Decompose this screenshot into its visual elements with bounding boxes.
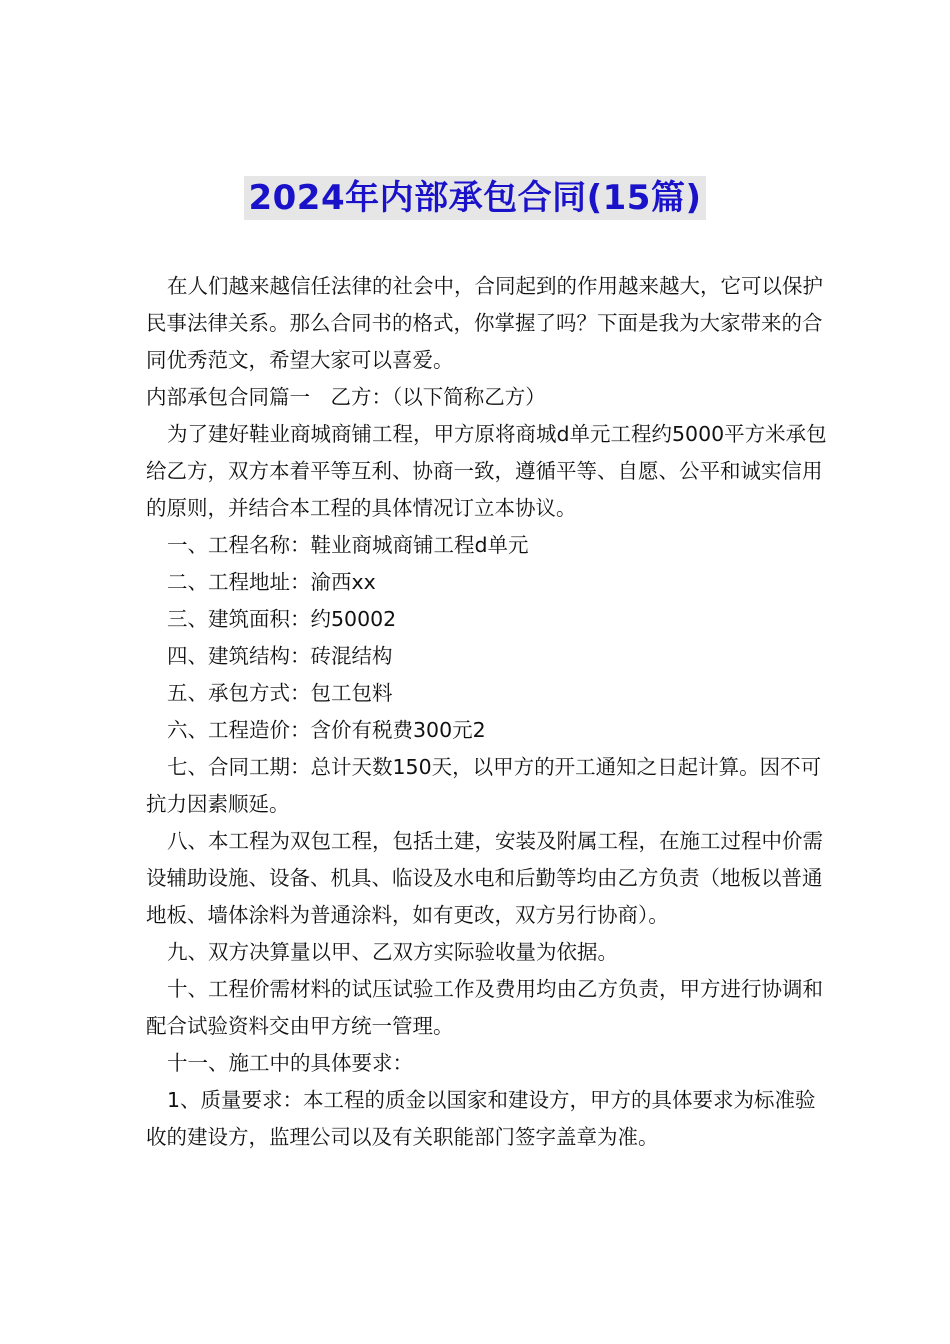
paragraph-contract-method: 五、承包方式：包工包料	[167, 681, 393, 705]
paragraph-project-name: 一、工程名称：鞋业商城商铺工程d单元	[167, 533, 529, 557]
paragraph-contract-period: 七、合同工期：总计天数150天，以甲方的开工通知之日起计算。因不可抗力因素顺延。	[146, 755, 822, 816]
paragraph-project-cost: 六、工程造价：含价有税费300元2	[167, 718, 486, 742]
paragraph-requirements-heading: 十一、施工中的具体要求：	[167, 1051, 413, 1075]
paragraph-section-heading: 内部承包合同篇一 乙方：（以下简称乙方）	[146, 385, 546, 409]
paragraph-settlement: 九、双方决算量以甲、乙双方实际验收量为依据。	[167, 940, 618, 964]
paragraph-preamble: 为了建好鞋业商城商铺工程，甲方原将商城d单元工程约5000平方米承包给乙方，双方本着平等互利、协商一致，遵循平等、自愿、公平和诚实信用的原则，并结合本工程的具体情况订立本协议。	[146, 422, 827, 520]
paragraph-intro: 在人们越来越信任法律的社会中，合同起到的作用越来越大，它可以保护民事法律关系。那么合同书的格式，你掌握了吗？下面是我为大家带来的合同优秀范文，希望大家可以喜爱。	[146, 274, 823, 372]
paragraph-testing: 十、工程价需材料的试压试验工作及费用均由乙方负责，甲方进行协调和配合试验资料交由甲方统一管理。	[146, 977, 823, 1038]
paragraph-building-structure: 四、建筑结构：砖混结构	[167, 644, 393, 668]
title-container	[0, 176, 950, 220]
paragraph-project-address: 二、工程地址：渝西xx	[167, 570, 376, 594]
paragraph-building-area: 三、建筑面积：约50002	[167, 607, 397, 631]
document-body	[146, 268, 832, 1156]
document-title: 2024年内部承包合同(15篇)	[244, 176, 705, 220]
paragraph-quality-requirements: 1、质量要求：本工程的质金以国家和建设方，甲方的具体要求为标准验收的建设方，监理公司以及有关职能部门签字盖章为准。	[146, 1088, 816, 1149]
paragraph-double-contract: 八、本工程为双包工程，包括土建，安装及附属工程，在施工过程中价需设辅助设施、设备、机具、临设及水电和后勤等均由乙方负责（地板以普通地板、墙体涂料为普通涂料，如有更改，双方另行协商）。	[146, 829, 823, 927]
